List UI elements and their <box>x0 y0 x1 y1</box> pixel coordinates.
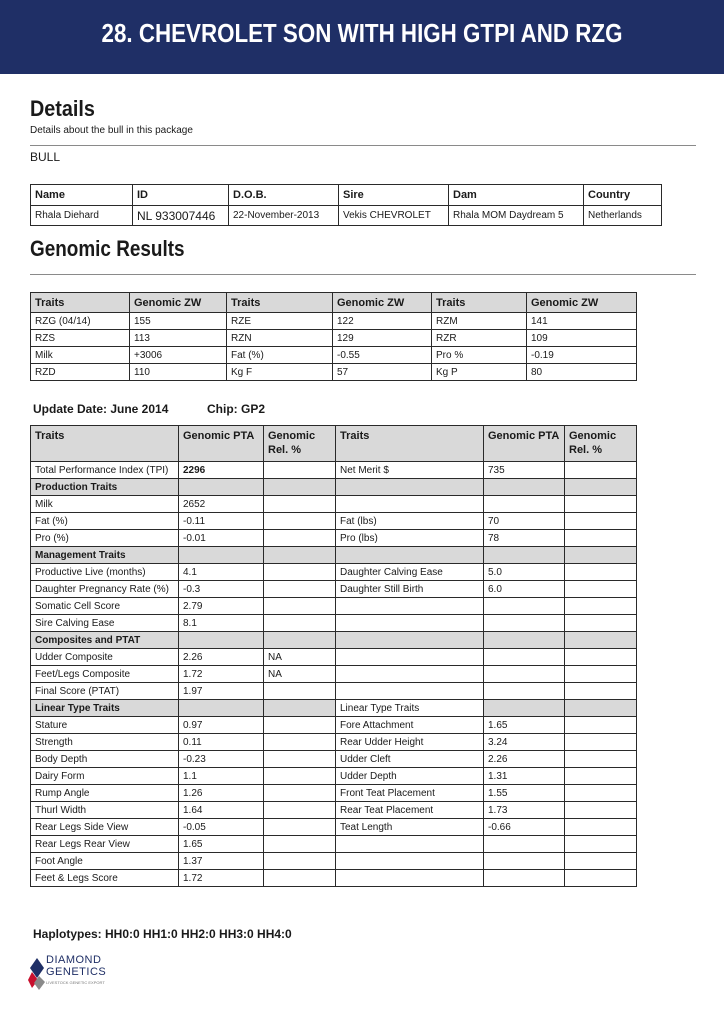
table-row <box>31 734 637 751</box>
table-row <box>31 768 637 785</box>
table-cell: 110 <box>130 364 227 381</box>
table-cell <box>336 598 484 615</box>
diamond-genetics-logo <box>28 954 168 998</box>
table-row <box>31 615 637 632</box>
table-cell: 1.31 <box>484 768 565 785</box>
table-cell: 1.37 <box>179 853 264 870</box>
table-cell: 1.72 <box>179 870 264 887</box>
table-cell: 1.72 <box>179 666 264 683</box>
table-cell: Daughter Calving Ease <box>336 564 484 581</box>
table-cell: 113 <box>130 330 227 347</box>
table-cell <box>336 853 484 870</box>
table-cell <box>484 632 565 649</box>
table-cell <box>565 700 637 717</box>
column-header: Traits <box>31 426 179 462</box>
table-cell: RZR <box>432 330 527 347</box>
table-cell: -0.3 <box>179 581 264 598</box>
table-cell <box>565 751 637 768</box>
update-date: Update Date: June 2014 <box>33 402 169 416</box>
table-row <box>31 836 637 853</box>
table-cell: Somatic Cell Score <box>31 598 179 615</box>
table-cell <box>565 785 637 802</box>
table-cell: RZS <box>31 330 130 347</box>
table-row <box>31 683 637 700</box>
page-title: 28. CHEVROLET SON WITH HIGH GTPI AND RZG <box>101 18 623 48</box>
table-row <box>31 564 637 581</box>
table-cell: 1.64 <box>179 802 264 819</box>
table-cell: Dairy Form <box>31 768 179 785</box>
table-row <box>31 496 637 513</box>
table-cell: -0.05 <box>179 819 264 836</box>
table-cell: 1.26 <box>179 785 264 802</box>
table-cell: 1.65 <box>179 836 264 853</box>
table-row <box>31 364 637 381</box>
column-header: Traits <box>336 426 484 462</box>
table-cell: 70 <box>484 513 565 530</box>
table-cell <box>336 683 484 700</box>
table-cell <box>565 836 637 853</box>
table-cell <box>484 479 565 496</box>
table-cell: Strength <box>31 734 179 751</box>
table-cell <box>565 870 637 887</box>
column-header: Name <box>31 185 133 206</box>
table-cell: Udder Composite <box>31 649 179 666</box>
table-cell: 129 <box>333 330 432 347</box>
table-cell: 735 <box>484 462 565 479</box>
table-cell <box>565 547 637 564</box>
details-heading: Details <box>30 96 95 121</box>
table-cell <box>264 700 336 717</box>
table-cell <box>484 853 565 870</box>
column-header: ID <box>133 185 229 206</box>
table-row <box>31 462 637 479</box>
table-cell: 2.26 <box>179 649 264 666</box>
section-row <box>31 632 637 649</box>
table-cell: Foot Angle <box>31 853 179 870</box>
table-cell <box>484 547 565 564</box>
table-cell: 0.97 <box>179 717 264 734</box>
logo-line2: GENETICS <box>46 966 107 978</box>
table-cell <box>179 632 264 649</box>
table-cell <box>264 632 336 649</box>
table-cell: NA <box>264 649 336 666</box>
table-row <box>31 206 662 226</box>
header-banner <box>0 0 724 74</box>
table-cell: 22-November-2013 <box>229 206 339 226</box>
table-cell: Netherlands <box>584 206 662 226</box>
table-cell <box>565 479 637 496</box>
table-cell <box>264 581 336 598</box>
table-cell <box>565 632 637 649</box>
table-cell <box>264 734 336 751</box>
table-cell: Rump Angle <box>31 785 179 802</box>
table-row <box>31 347 637 364</box>
table-cell: Pro (lbs) <box>336 530 484 547</box>
table-row <box>31 513 637 530</box>
table-cell <box>336 632 484 649</box>
table-cell <box>565 598 637 615</box>
table-cell: 57 <box>333 364 432 381</box>
table-cell: Daughter Pregnancy Rate (%) <box>31 581 179 598</box>
table-cell <box>264 768 336 785</box>
table-cell <box>264 870 336 887</box>
table-cell <box>179 547 264 564</box>
table-cell: Productive Live (months) <box>31 564 179 581</box>
table-cell: Final Score (PTAT) <box>31 683 179 700</box>
section-label: Management Traits <box>31 547 179 564</box>
table-cell <box>565 734 637 751</box>
table-cell: 3.24 <box>484 734 565 751</box>
table-cell <box>264 836 336 853</box>
table-cell <box>264 479 336 496</box>
table-row <box>31 581 637 598</box>
table-cell <box>264 598 336 615</box>
table-cell: 1.97 <box>179 683 264 700</box>
table-cell <box>565 530 637 547</box>
genomic-results-heading: Genomic Results <box>30 236 185 261</box>
table-cell <box>484 649 565 666</box>
table-cell: Vekis CHEVROLET <box>339 206 449 226</box>
table-cell <box>336 649 484 666</box>
table-cell <box>264 530 336 547</box>
table-row <box>31 530 637 547</box>
table-cell: Fore Attachment <box>336 717 484 734</box>
table-cell: Feet & Legs Score <box>31 870 179 887</box>
table-cell <box>565 819 637 836</box>
table-cell <box>565 513 637 530</box>
table-cell: Net Merit $ <box>336 462 484 479</box>
table-cell <box>565 564 637 581</box>
table-cell <box>565 496 637 513</box>
table-cell <box>264 615 336 632</box>
column-header: D.O.B. <box>229 185 339 206</box>
bull-section-label: BULL <box>30 150 61 164</box>
table-cell <box>336 836 484 853</box>
column-header: Genomic Rel. % <box>264 426 336 462</box>
table-header-row <box>31 185 662 206</box>
section-row <box>31 700 637 717</box>
table-cell: Rear Legs Side View <box>31 819 179 836</box>
table-cell: 6.0 <box>484 581 565 598</box>
column-header: Genomic PTA <box>179 426 264 462</box>
table-cell <box>336 666 484 683</box>
table-cell: Rear Teat Placement <box>336 802 484 819</box>
table-row <box>31 649 637 666</box>
table-cell: 0.11 <box>179 734 264 751</box>
table-cell <box>484 598 565 615</box>
table-cell <box>264 785 336 802</box>
section-label: Linear Type Traits <box>31 700 179 717</box>
table-row <box>31 785 637 802</box>
table-cell <box>264 462 336 479</box>
section-row <box>31 479 637 496</box>
table-cell <box>264 564 336 581</box>
table-cell: Kg P <box>432 364 527 381</box>
table-cell: Rhala MOM Daydream 5 <box>449 206 584 226</box>
table-cell: Pro % <box>432 347 527 364</box>
table-cell: +3006 <box>130 347 227 364</box>
table-cell <box>484 836 565 853</box>
table-cell <box>484 496 565 513</box>
table-cell <box>264 496 336 513</box>
table-cell: Linear Type Traits <box>336 700 484 717</box>
table-cell <box>264 683 336 700</box>
table-cell <box>179 479 264 496</box>
table-cell: -0.19 <box>527 347 637 364</box>
table-cell: 78 <box>484 530 565 547</box>
table-cell: RZM <box>432 313 527 330</box>
table-cell: Udder Depth <box>336 768 484 785</box>
table-cell <box>565 683 637 700</box>
table-cell <box>484 870 565 887</box>
table-cell <box>264 547 336 564</box>
logo-line1: DIAMOND <box>46 954 102 966</box>
table-row <box>31 313 637 330</box>
table-cell <box>565 717 637 734</box>
table-cell: Rear Udder Height <box>336 734 484 751</box>
table-cell <box>484 666 565 683</box>
table-cell: 2.26 <box>484 751 565 768</box>
table-row <box>31 751 637 768</box>
table-cell: 2296 <box>179 462 264 479</box>
table-cell: 141 <box>527 313 637 330</box>
table-cell: 1.1 <box>179 768 264 785</box>
table-cell <box>484 615 565 632</box>
table-cell <box>565 462 637 479</box>
table-cell <box>565 768 637 785</box>
table-cell: RZN <box>227 330 333 347</box>
column-header: Genomic ZW <box>130 293 227 313</box>
table-cell: Front Teat Placement <box>336 785 484 802</box>
table-cell: Pro (%) <box>31 530 179 547</box>
table-cell <box>264 751 336 768</box>
table-cell: -0.55 <box>333 347 432 364</box>
table-header-row <box>31 293 637 313</box>
table-cell: Thurl Width <box>31 802 179 819</box>
table-cell: Feet/Legs Composite <box>31 666 179 683</box>
table-cell: NL 933007446 <box>133 206 229 226</box>
table-header-row <box>31 426 637 462</box>
table-cell <box>179 700 264 717</box>
table-cell: NA <box>264 666 336 683</box>
column-header: Dam <box>449 185 584 206</box>
table-row <box>31 853 637 870</box>
table-cell <box>264 513 336 530</box>
table-cell: 8.1 <box>179 615 264 632</box>
table-cell: RZD <box>31 364 130 381</box>
table-cell <box>565 649 637 666</box>
bull-table <box>30 184 662 226</box>
table-cell: Fat (%) <box>31 513 179 530</box>
table-row <box>31 717 637 734</box>
genomic-pta-table <box>30 425 637 887</box>
table-cell <box>336 615 484 632</box>
table-cell: RZG (04/14) <box>31 313 130 330</box>
column-header: Sire <box>339 185 449 206</box>
table-cell: 109 <box>527 330 637 347</box>
diamond-logo-icon <box>28 956 46 992</box>
table-row <box>31 870 637 887</box>
table-cell <box>264 717 336 734</box>
section-label: Composites and PTAT <box>31 632 179 649</box>
haplotypes: Haplotypes: HH0:0 HH1:0 HH2:0 HH3:0 HH4:0 <box>33 927 292 941</box>
table-cell <box>565 581 637 598</box>
table-cell: Body Depth <box>31 751 179 768</box>
table-cell: 80 <box>527 364 637 381</box>
column-header: Traits <box>432 293 527 313</box>
table-cell: 1.65 <box>484 717 565 734</box>
table-cell: Fat (lbs) <box>336 513 484 530</box>
column-header: Genomic ZW <box>333 293 432 313</box>
chip-label: Chip: GP2 <box>207 402 266 416</box>
table-row <box>31 666 637 683</box>
table-cell <box>336 870 484 887</box>
table-cell <box>565 666 637 683</box>
column-header: Genomic ZW <box>527 293 637 313</box>
table-cell: 1.73 <box>484 802 565 819</box>
table-cell: 2.79 <box>179 598 264 615</box>
column-header: Country <box>584 185 662 206</box>
table-cell: 5.0 <box>484 564 565 581</box>
table-cell: 122 <box>333 313 432 330</box>
column-header: Genomic Rel. % <box>565 426 637 462</box>
table-cell: Kg F <box>227 364 333 381</box>
table-cell: 1.55 <box>484 785 565 802</box>
table-cell: Stature <box>31 717 179 734</box>
table-cell <box>264 819 336 836</box>
table-cell <box>484 700 565 717</box>
details-subtitle: Details about the bull in this package <box>30 125 193 136</box>
table-cell: Teat Length <box>336 819 484 836</box>
table-row <box>31 802 637 819</box>
table-row <box>31 330 637 347</box>
table-cell: -0.11 <box>179 513 264 530</box>
table-cell: Rear Legs Rear View <box>31 836 179 853</box>
table-cell <box>484 683 565 700</box>
table-cell: Daughter Still Birth <box>336 581 484 598</box>
divider <box>30 145 696 146</box>
table-row <box>31 598 637 615</box>
table-row <box>31 819 637 836</box>
genomic-zw-table <box>30 292 637 381</box>
table-cell: Rhala Diehard <box>31 206 133 226</box>
table-cell <box>336 479 484 496</box>
divider <box>30 274 696 275</box>
table-cell: 2652 <box>179 496 264 513</box>
table-cell: 155 <box>130 313 227 330</box>
column-header: Traits <box>31 293 130 313</box>
table-cell <box>264 802 336 819</box>
table-cell: Milk <box>31 496 179 513</box>
table-cell <box>264 853 336 870</box>
table-cell: -0.23 <box>179 751 264 768</box>
section-label: Production Traits <box>31 479 179 496</box>
table-cell: Sire Calving Ease <box>31 615 179 632</box>
table-cell: -0.01 <box>179 530 264 547</box>
section-row <box>31 547 637 564</box>
table-cell: Milk <box>31 347 130 364</box>
table-cell: 4.1 <box>179 564 264 581</box>
table-cell: -0.66 <box>484 819 565 836</box>
table-cell <box>565 802 637 819</box>
table-cell <box>565 615 637 632</box>
table-cell: Udder Cleft <box>336 751 484 768</box>
logo-tagline: LIVESTOCK GENETIC EXPORT <box>46 980 105 985</box>
table-cell <box>565 853 637 870</box>
table-cell <box>336 496 484 513</box>
column-header: Genomic PTA <box>484 426 565 462</box>
table-cell: Total Performance Index (TPI) <box>31 462 179 479</box>
table-cell: Fat (%) <box>227 347 333 364</box>
column-header: Traits <box>227 293 333 313</box>
table-cell: RZE <box>227 313 333 330</box>
table-cell <box>336 547 484 564</box>
